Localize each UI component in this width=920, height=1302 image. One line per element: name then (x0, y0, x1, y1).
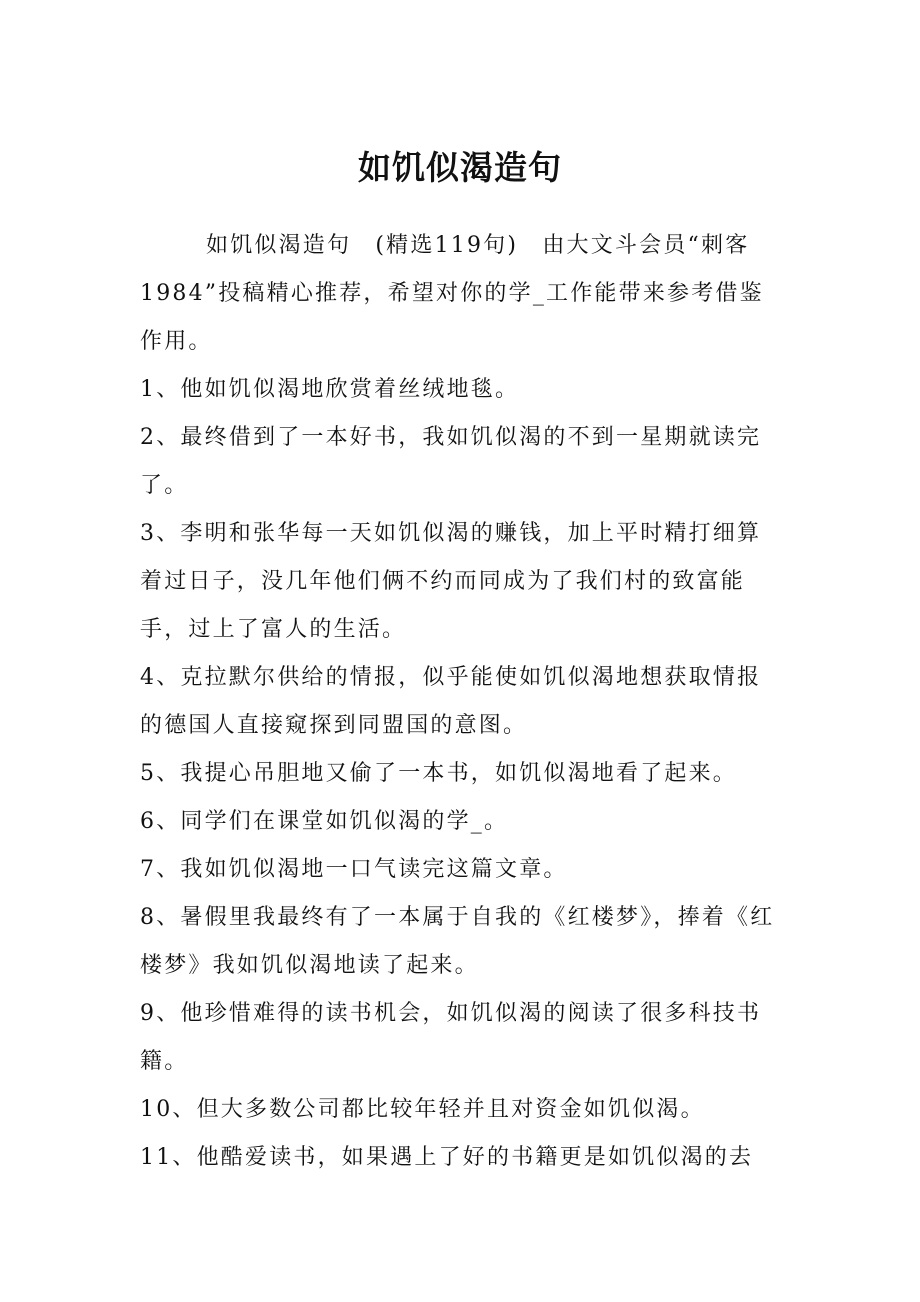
sentence-10: 10、但大多数公司都比较年轻并且对资金如饥似渴。 (140, 1097, 705, 1122)
sentence-3: 3、李明和张华每一天如饥似渴的赚钱，加上平时精打细算着过日子，没几年他们俩不约而同成为了我们村的致富能手，过上了富人的生活。 (140, 521, 762, 642)
document-title: 如饥似渴造句 (358, 148, 562, 187)
sentence-7: 7、我如饥似渴地一口气读完这篇文章。 (140, 857, 568, 882)
sentence-2: 2、最终借到了一本好书，我如饥似渴的不到一星期就读完了。 (140, 425, 762, 498)
sentence-9: 9、他珍惜难得的读书机会，如饥似渴的阅读了很多科技书籍。 (140, 1001, 762, 1074)
intro-paragraph: 如饥似渴造句 (精选119句) 由大文斗会员“刺客1984”投稿精心推荐，希望对你的学_工作能带来参考借鉴作用。 (140, 233, 764, 354)
document-body (140, 222, 780, 1182)
sentence-8: 8、暑假里我最终有了一本属于自我的《红楼梦》，捧着《红楼梦》我如饥似渴地读了起来。 (140, 905, 775, 978)
sentence-6: 6、同学们在课堂如饥似渴的学_。 (140, 809, 509, 834)
sentence-1: 1、他如饥似渴地欣赏着丝绒地毯。 (140, 377, 520, 402)
sentence-11: 11、他酷爱读书，如果遇上了好的书籍更是如饥似渴的去 (140, 1145, 754, 1170)
sentence-5: 5、我提心吊胆地又偷了一本书，如饥似渴地看了起来。 (140, 761, 737, 786)
sentence-4: 4、克拉默尔供给的情报，似乎能使如饥似渴地想获取情报的德国人直接窥探到同盟国的意图。 (140, 665, 762, 738)
